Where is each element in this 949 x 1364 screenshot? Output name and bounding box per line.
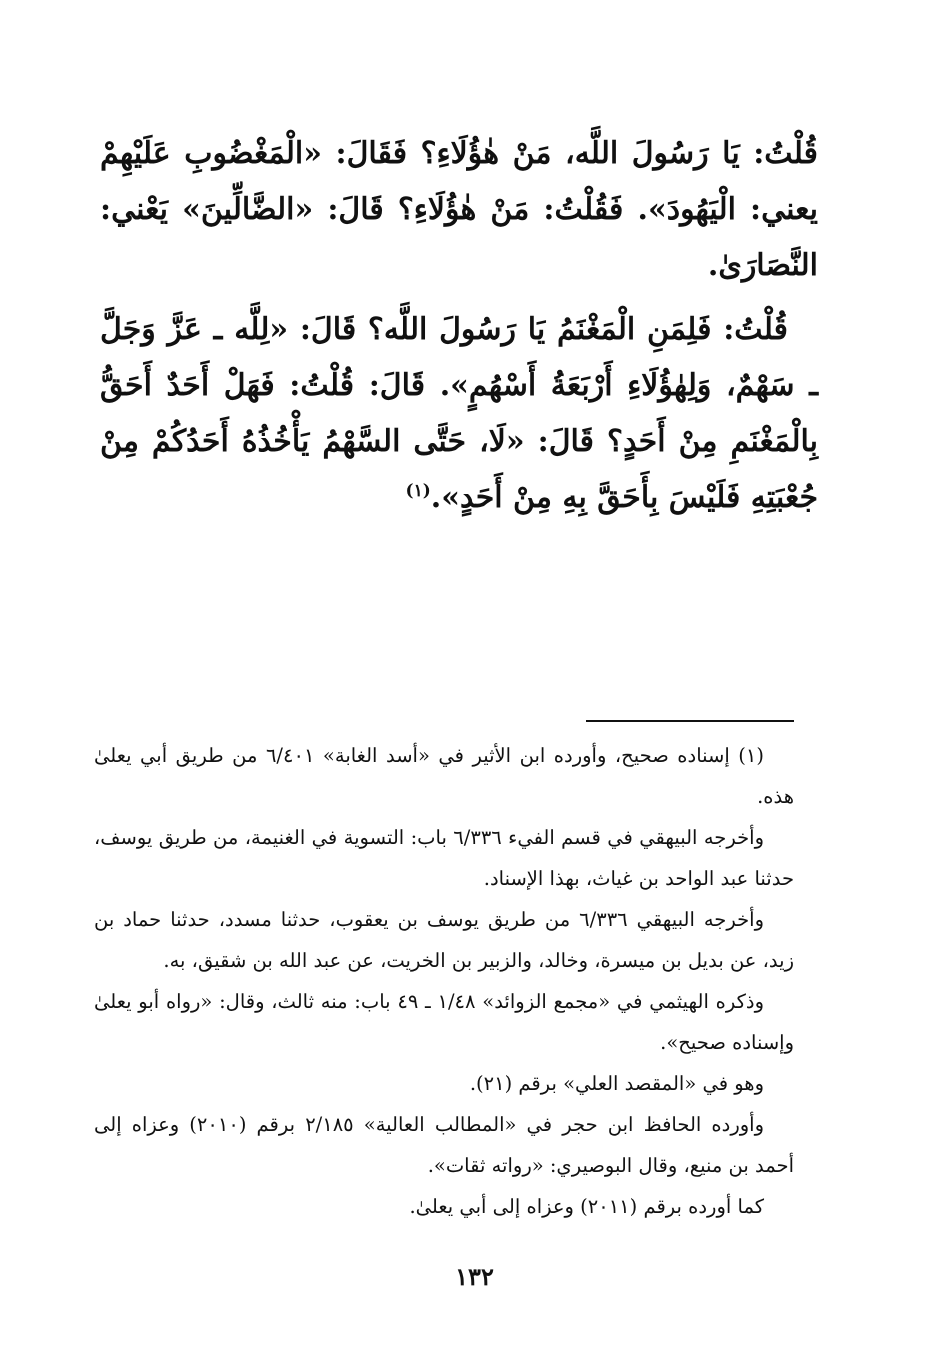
main-paragraph-2-text: قُلْتُ: فَلِمَنِ الْمَغْنَمُ يَا رَسُولَ اللَّه؟ قَالَ: «لِلَّه ـ عَزَّ وَجَلَّ ـ سَهْمٌ، وَلِهٰؤُلَاءِ أَرْبَعَةُ أَسْهُمٍ». قَالَ: قُلْتُ: فَهَلْ أَحَدٌ أَحَقُّ بِالْمَغْنَمِ مِنْ أَحَدٍ؟ قَالَ: «لَا، حَتَّى السَّهْمُ يَأْخُذُهُ أَحَدُكُمْ مِنْ جُعْبَتِهِ فَلَيْسَ بِأَحَقَّ بِهِ مِنْ أَحَدٍ». — [100, 312, 818, 515]
footnote-matalib: وأورده الحافظ ابن حجر في «المطالب العالية» ٢/١٨٥ برقم (٢٠١٠) وعزاه إلى أحمد بن منيع، وقال البوصيري: «رواته ثقات». — [94, 1113, 794, 1177]
main-paragraph-2 — [100, 302, 818, 526]
footnote-bayhaqi-1: وأخرجه البيهقي في قسم الفيء ٦/٣٣٦ باب: التسوية في الغنيمة، من طريق يوسف، حدثنا عبد الواحد بن غياث، بهذا الإسناد. — [94, 826, 794, 890]
main-text — [100, 126, 818, 534]
footnote-1: (١) إسناده صحيح، وأورده ابن الأثير في «أسد الغابة» ٦/٤٠١ من طريق أبي يعلىٰ هذه. — [94, 744, 794, 808]
page-number: ١٣٢ — [455, 1262, 494, 1291]
footnote-maqsad: وهو في «المقصد العلي» برقم (٢١). — [469, 1072, 764, 1095]
footnotes — [94, 735, 794, 1227]
footnote-abu-yala: كما أورده برقم (٢٠١١) وعزاه إلى أبي يعلىٰ. — [409, 1195, 764, 1218]
footnote-bayhaqi-2: وأخرجه البيهقي ٦/٣٣٦ من طريق يوسف بن يعقوب، حدثنا مسدد، حدثنا حماد بن زيد، عن بديل بن ميسرة، وخالد، والزبير بن الخريت، عن عبد الله بن شقيق، به. — [94, 908, 794, 972]
footnote-separator — [586, 720, 794, 722]
main-paragraph-1: قُلْتُ: يَا رَسُولَ اللَّه، مَنْ هٰؤُلَاءِ؟ فَقَالَ: «الْمَغْضُوبِ عَلَيْهِمْ يعني: الْيَهُودَ». فَقُلْتُ: مَنْ هٰؤُلَاءِ؟ قَالَ: «الضَّالِّينَ» يَعْني: النَّصَارَىٰ. — [100, 136, 818, 283]
footnote-reference: (١) — [405, 481, 431, 501]
footnote-haythami: وذكره الهيثمي في «مجمع الزوائد» ١/٤٨ ـ ٤٩ باب: منه ثالث، وقال: «رواه أبو يعلىٰ وإسناده صحيح». — [94, 990, 794, 1054]
